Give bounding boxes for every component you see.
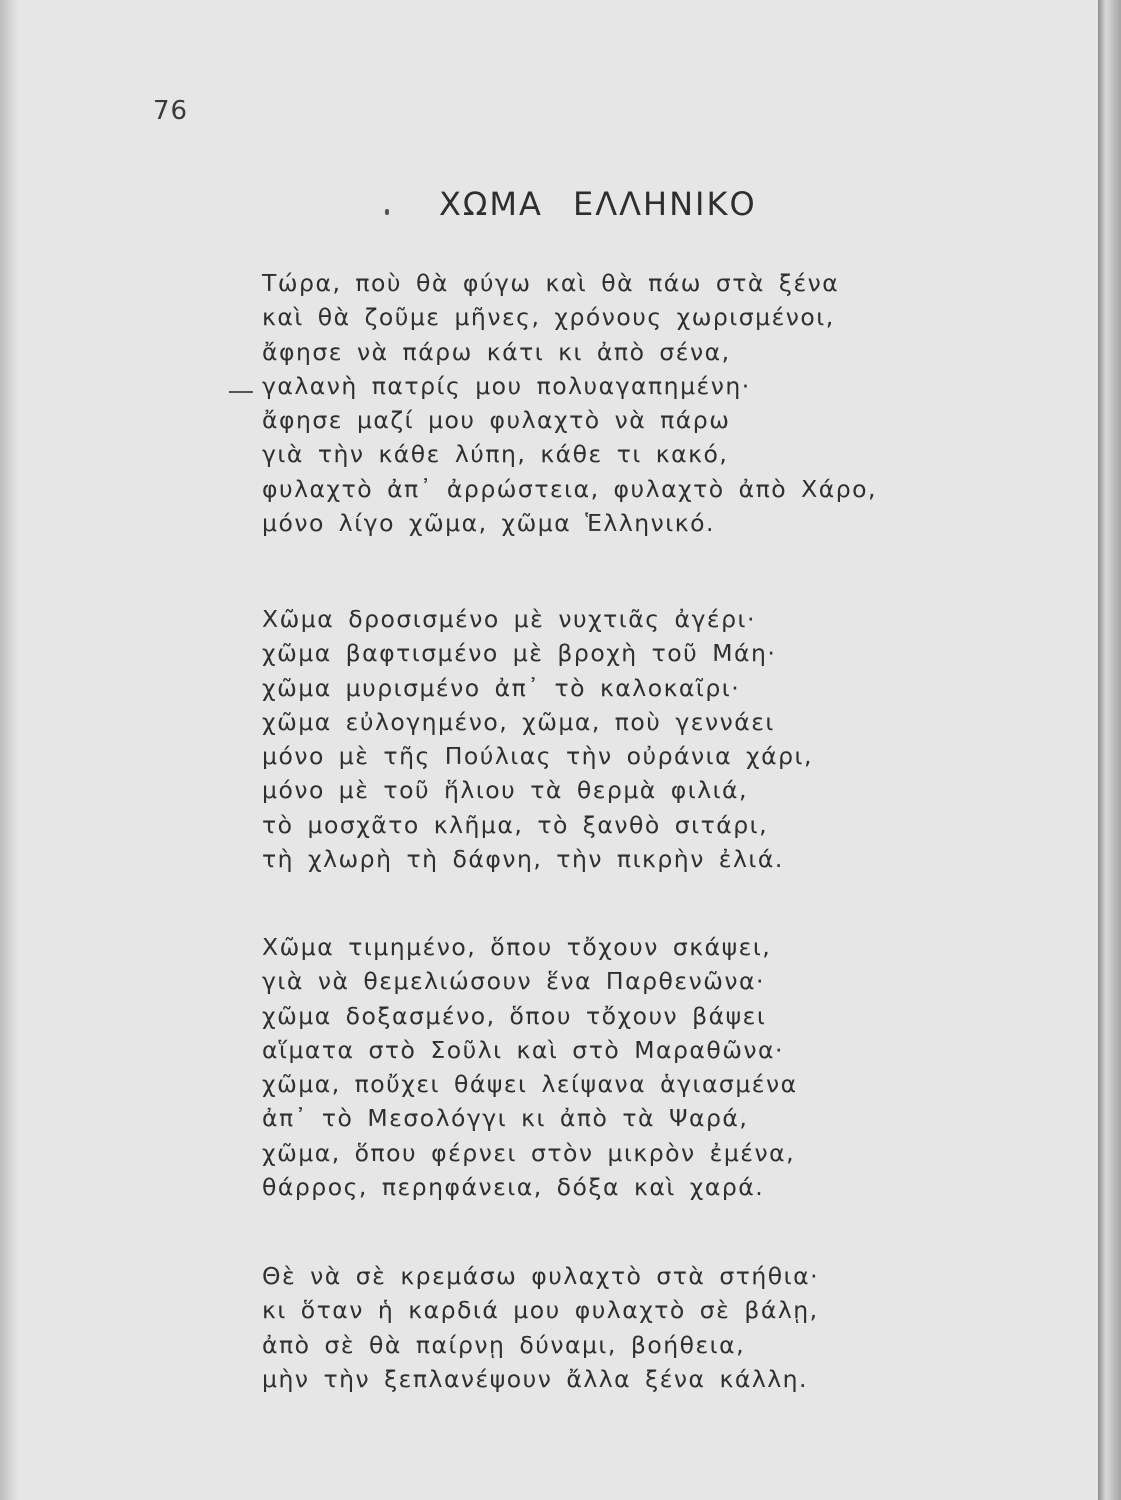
poem-line: γιὰ νὰ θεμελιώσουν ἕνα Παρθενῶνα· <box>262 967 765 996</box>
poem-line: καὶ θὰ ζοῦμε μῆνες, χρόνους χωρισμένοι, <box>262 303 835 332</box>
poem-line: μὴν τὴν ξεπλανέψουν ἄλλα ξένα κάλλη. <box>262 1364 809 1393</box>
stanza-1 <box>262 266 877 540</box>
poem-line: χῶμα, ὅπου φέρνει στὸν μικρὸν ἐμένα, <box>262 1138 796 1167</box>
poem-line: Χῶμα τιμημένο, ὅπου τὄχουν σκάψει, <box>262 933 772 961</box>
poem-line: γιὰ τὴν κάθε λύπη, κάθε τι κακό, <box>262 440 729 469</box>
poem-line: τὸ μοσχᾶτο κλῆμα, τὸ ξανθὸ σιτάρι, <box>262 810 769 839</box>
poem-line: γαλανὴ πατρίς μου πολυαγαπημένη· <box>262 371 751 400</box>
poem-line: μόνο μὲ τῆς Πούλιας τὴν οὐράνια χάρι, <box>262 742 813 771</box>
poem-line: μόνο λίγο χῶμα, χῶμα Ἑλληνικό. <box>262 509 715 538</box>
poem-line: ἀπὸ σὲ θὰ παίρνῃ δύναμι, βοήθεια, <box>262 1330 746 1359</box>
poem-line: χῶμα δοξασμένο, ὅπου τὄχουν βάψει <box>262 1001 767 1030</box>
poem-line: αἵματα στὸ Σοῦλι καὶ στὸ Μαραθῶνα· <box>262 1035 785 1064</box>
margin-dash <box>229 391 253 393</box>
poem-line: Θὲ νὰ σὲ κρεμάσω φυλαχτὸ στὰ στήθια· <box>262 1262 820 1290</box>
poem-line: ἄφησε μαζί μου φυλαχτὸ νὰ πάρω <box>262 406 731 435</box>
poem-line: χῶμα, ποὔχει θάψει λείψανα ἁγιασμένα <box>262 1070 798 1099</box>
poem-line: χῶμα εὐλογημένο, χῶμα, ποὺ γεννάει <box>262 707 775 736</box>
poem-line: ἄφησε νὰ πάρω κάτι κι ἀπὸ σένα, <box>262 337 731 366</box>
poem-title: ΧΩΜΑ ΕΛΛΗΝΙΚΟ <box>439 185 757 223</box>
ink-speck <box>385 209 389 215</box>
page-number: 76 <box>153 96 189 126</box>
page-edge <box>1098 0 1121 1500</box>
poem-line: μόνο μὲ τοῦ ἥλιου τὰ θερμὰ φιλιά, <box>262 776 749 805</box>
stanza-3 <box>262 930 798 1204</box>
poem-line: Τώρα, ποὺ θὰ φύγω καὶ θὰ πάω στὰ ξένα <box>262 269 840 297</box>
poem-line: φυλαχτὸ ἀπ᾽ ἀρρώστεια, φυλαχτὸ ἀπὸ Χάρο, <box>262 474 877 503</box>
stanza-4 <box>262 1259 819 1396</box>
poem-line: Χῶμα δροσισμένο μὲ νυχτιᾶς ἀγέρι· <box>262 605 756 633</box>
poem-line: ἀπ᾽ τὸ Μεσολόγγι κι ἀπὸ τὰ Ψαρά, <box>262 1104 749 1133</box>
page-gutter-shadow <box>0 0 18 1500</box>
poem-line: τὴ χλωρὴ τὴ δάφνη, τὴν πικρὴν ἐλιά. <box>262 845 784 874</box>
poem-line: θάρρος, περηφάνεια, δόξα καὶ χαρά. <box>262 1173 765 1202</box>
poem-line: χῶμα μυρισμένο ἀπ᾽ τὸ καλοκαῖρι· <box>262 673 741 702</box>
poem-line: χῶμα βαφτισμένο μὲ βροχὴ τοῦ Μάη· <box>262 639 777 668</box>
poem-line: κι ὅταν ἡ καρδιά μου φυλαχτὸ σὲ βάλῃ, <box>262 1296 819 1325</box>
stanza-2 <box>262 602 813 876</box>
